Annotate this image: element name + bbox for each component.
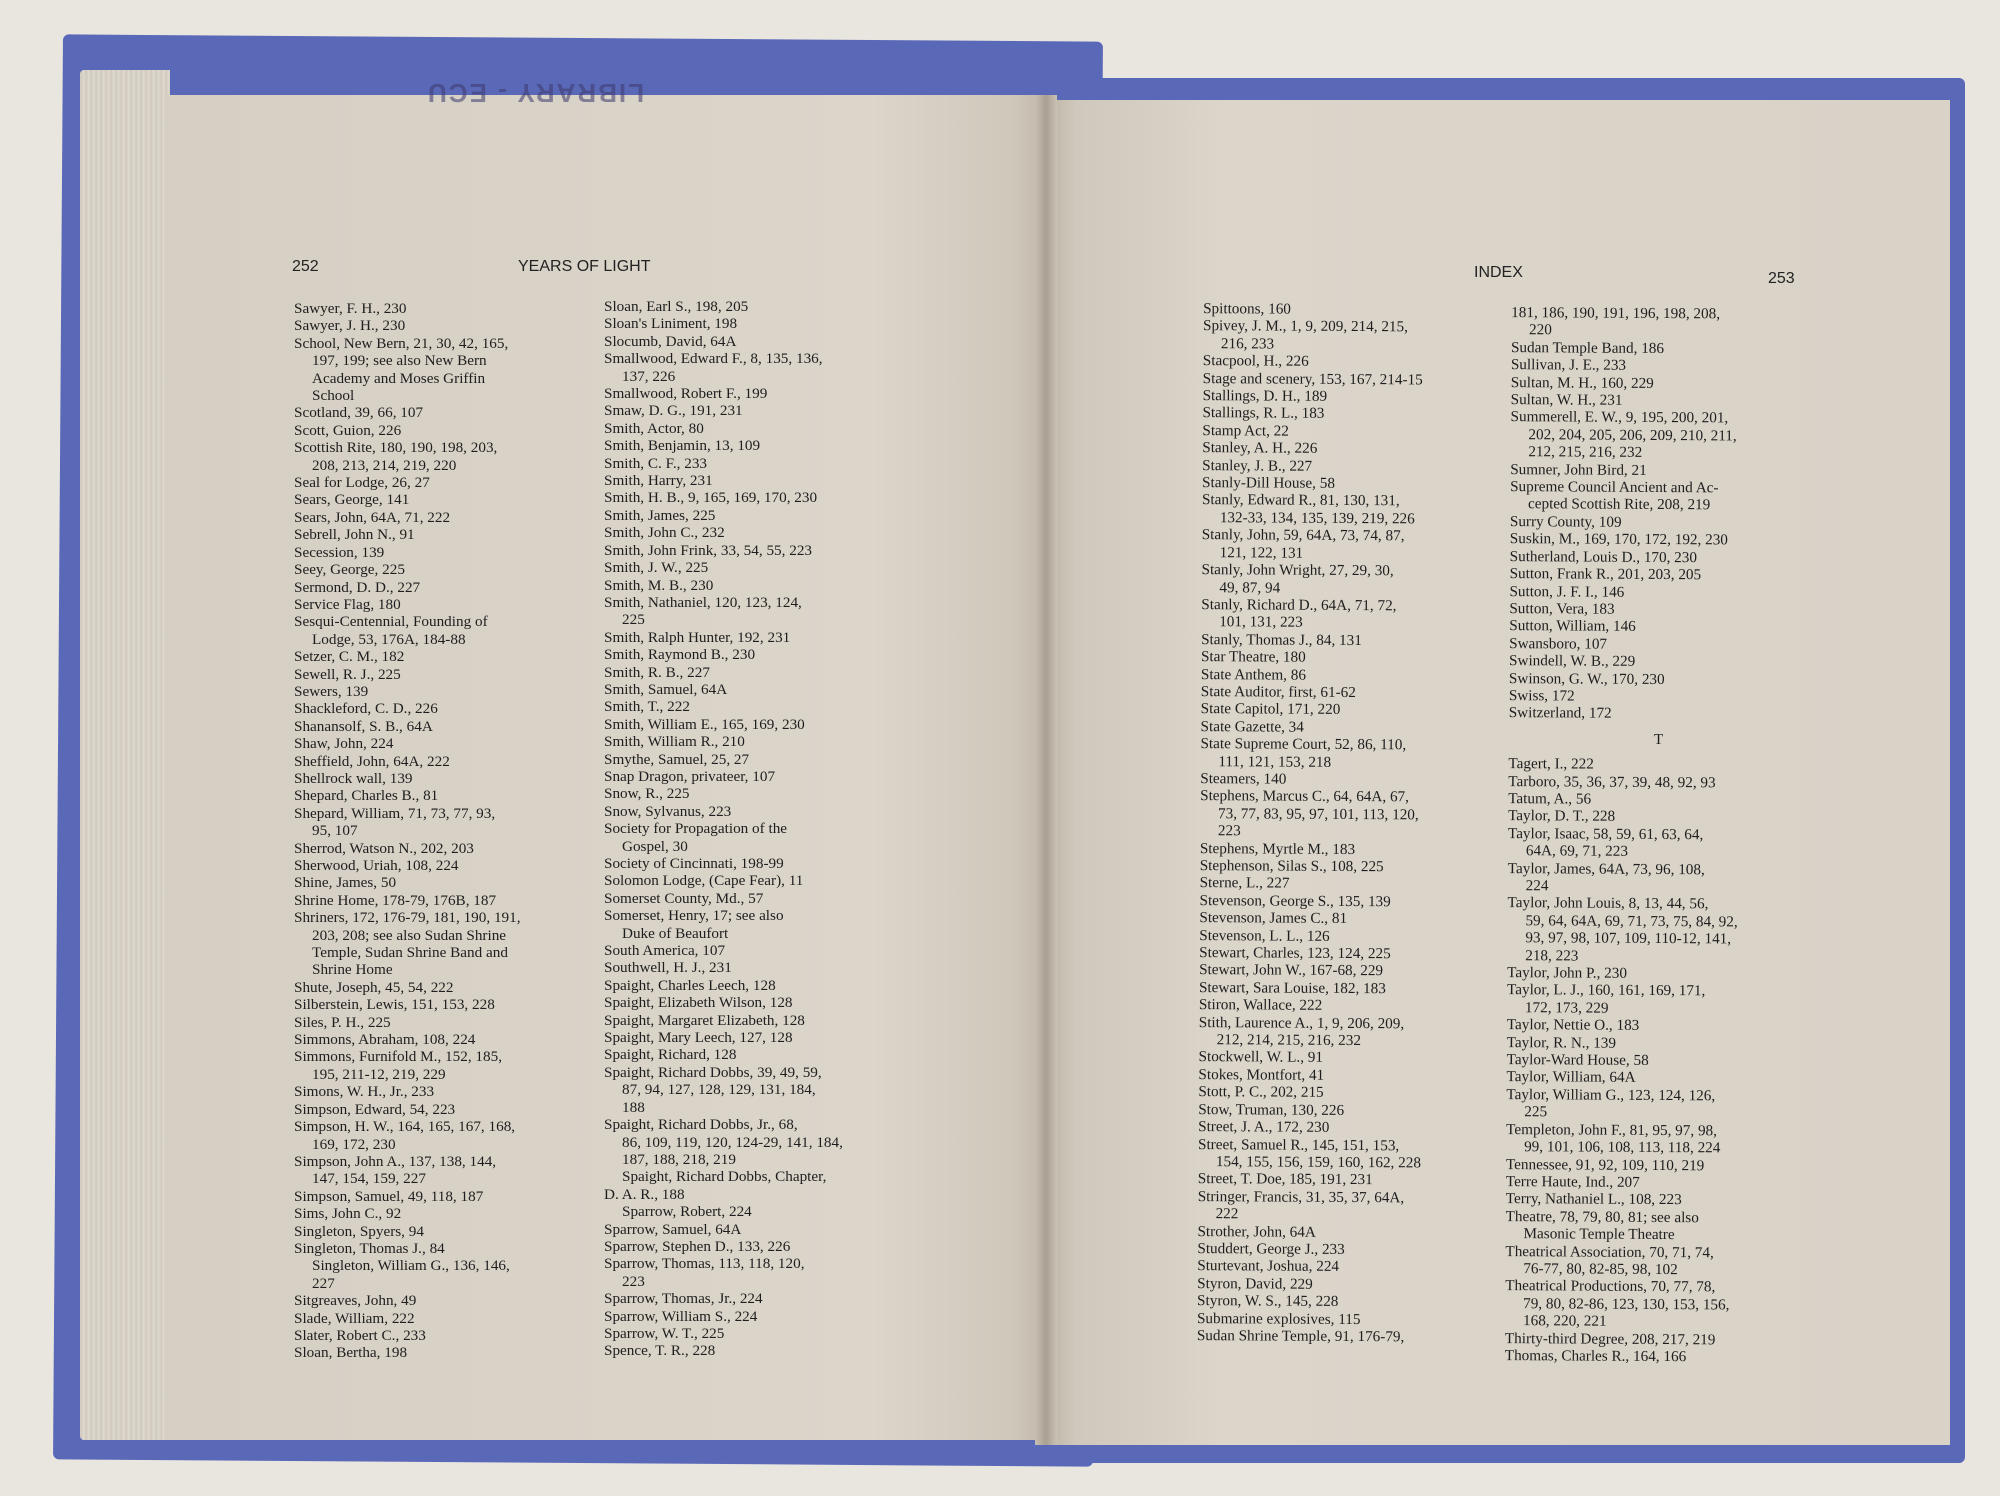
index-entry-line: Smith, R. B., 227	[604, 663, 710, 681]
index-entry-line: Stallings, D. H., 189	[1202, 387, 1328, 405]
index-entry-line: Scott, Guion, 226	[294, 421, 402, 439]
index-entry-line: 223	[622, 1272, 645, 1290]
left-page-column-2	[604, 298, 904, 1360]
index-entry-line: Shepard, Charles B., 81	[294, 787, 439, 805]
index-entry-line: Sparrow, Samuel, 64A	[604, 1220, 742, 1238]
index-entry-line: Snow, Sylvanus, 223	[604, 802, 732, 820]
index-entry-line: 218, 223	[1525, 946, 1579, 965]
index-entry-line: Shaw, John, 224	[294, 735, 394, 753]
index-entry-line: Suskin, M., 169, 170, 172, 192, 230	[1509, 530, 1728, 549]
index-entry-line: Spaight, Mary Leech, 127, 128	[604, 1029, 793, 1047]
index-entry-line: Switzerland, 172	[1508, 704, 1612, 723]
index-entry-line: Styron, W. S., 145, 228	[1197, 1292, 1339, 1311]
index-entry-line: Sultan, M. H., 160, 229	[1510, 373, 1654, 392]
index-entry-line: Secession, 139	[294, 543, 385, 561]
index-entry-line: Silberstein, Lewis, 151, 153, 228	[294, 996, 495, 1014]
index-entry-line: 212, 215, 216, 232	[1528, 443, 1643, 462]
index-entry-line: Singleton, William G., 136, 146,	[312, 1257, 510, 1275]
index-entry-line: Seal for Lodge, 26, 27	[294, 474, 430, 492]
index-entry-line: Swindell, W. B., 229	[1509, 652, 1636, 670]
index-entry-line: School	[312, 387, 355, 405]
index-entry-line: Sims, John C., 92	[294, 1205, 402, 1223]
index-entry-line: 154, 155, 156, 159, 160, 162, 228	[1215, 1153, 1422, 1172]
index-entry-line: 208, 213, 214, 219, 220	[312, 456, 457, 474]
index-entry-line: Sutton, Vera, 183	[1509, 599, 1615, 618]
index-entry-line: Smith, William R., 210	[604, 733, 745, 751]
index-entry-line: 197, 199; see also New Bern	[312, 352, 487, 370]
index-entry-line: Shriners, 172, 176-79, 181, 190, 191,	[294, 909, 521, 927]
index-entry-line: Society for Propagation of the	[604, 820, 788, 838]
index-entry-line: Smith, John Frink, 33, 54, 55, 223	[604, 541, 813, 559]
index-entry-line: 168, 220, 221	[1522, 1312, 1607, 1330]
index-entry-line: 225	[1524, 1103, 1548, 1121]
index-entry-line: Stewart, Sara Louise, 182, 183	[1198, 978, 1386, 998]
index-entry-line: Sparrow, Robert, 224	[622, 1203, 752, 1221]
index-entry-line: School, New Bern, 21, 30, 42, 165,	[294, 334, 509, 352]
index-entry-line: Smith, Nathaniel, 120, 123, 124,	[604, 593, 802, 611]
index-entry-line: 86, 109, 119, 120, 124-29, 141, 184,	[622, 1133, 843, 1151]
index-entry-line: 147, 154, 159, 227	[312, 1170, 426, 1188]
index-entry-line: South America, 107	[604, 942, 726, 960]
index-entry-line: Taylor, L. J., 160, 161, 169, 171,	[1506, 981, 1706, 1000]
index-entry-line: Street, J. A., 172, 230	[1198, 1118, 1330, 1136]
index-entry-line: 87, 94, 127, 128, 129, 131, 184,	[622, 1081, 816, 1099]
index-entry-line: Shepard, William, 71, 73, 77, 93,	[294, 804, 496, 822]
index-entry-line: Sudan Shrine Temple, 91, 176-79,	[1196, 1327, 1405, 1346]
index-entry-line: 73, 77, 83, 95, 97, 101, 113, 120,	[1218, 804, 1419, 824]
index-entry-line: Smith, Ralph Hunter, 192, 231	[604, 628, 791, 646]
index-entry-line: Summerell, E. W., 9, 195, 200, 201,	[1510, 408, 1729, 427]
index-entry-line: Taylor, James, 64A, 73, 96, 108,	[1507, 859, 1705, 878]
index-entry-line: Spaight, Richard Dobbs, Chapter,	[622, 1168, 827, 1186]
index-entry-line: Spaight, Margaret Elizabeth, 128	[604, 1011, 805, 1029]
index-entry-line: State Supreme Court, 52, 86, 110,	[1200, 735, 1407, 754]
index-entry-line: Terry, Nathaniel L., 108, 223	[1505, 1190, 1682, 1209]
index-entry-line: Spaight, Charles Leech, 128	[604, 976, 776, 994]
index-entry-line: Simpson, H. W., 164, 165, 167, 168,	[294, 1118, 516, 1136]
index-entry-line: Stockwell, W. L., 91	[1198, 1048, 1324, 1067]
index-entry-line: 59, 64, 64A, 69, 71, 73, 75, 84, 92,	[1525, 912, 1738, 931]
index-entry-line: Street, T. Doe, 185, 191, 231	[1197, 1170, 1373, 1189]
index-entry-line: Stokes, Montfort, 41	[1198, 1065, 1325, 1084]
index-entry-line: Somerset County, Md., 57	[604, 889, 764, 907]
index-entry-line: Stamp Act, 22	[1202, 421, 1289, 440]
index-entry-line: Sultan, W. H., 231	[1510, 391, 1623, 409]
index-entry-line: Stow, Truman, 130, 226	[1198, 1100, 1345, 1119]
index-entry-line: 111, 121, 153, 218	[1218, 752, 1332, 771]
index-entry-line: Smythe, Samuel, 25, 27	[604, 750, 750, 768]
index-entry-line: D. A. R., 188	[604, 1185, 685, 1203]
index-entry-line: Surry County, 109	[1509, 512, 1622, 531]
index-entry-line: Smith, William E., 165, 169, 230	[604, 715, 805, 733]
index-entry-line: Simpson, Samuel, 49, 118, 187	[294, 1187, 484, 1205]
index-entry-line: Masonic Temple Theatre	[1523, 1225, 1675, 1244]
right-page-column-1	[1197, 300, 1503, 1346]
index-entry-line: Snap Dragon, privateer, 107	[604, 767, 776, 785]
index-entry-line: Stith, Laurence A., 1, 9, 206, 209,	[1198, 1013, 1405, 1032]
index-entry-line: Steamers, 140	[1200, 770, 1287, 788]
index-entry-line: Smith, Raymond B., 230	[604, 646, 756, 664]
index-entry-line: State Capitol, 171, 220	[1200, 700, 1341, 719]
index-entry-line: Taylor, John P., 230	[1507, 964, 1628, 982]
index-entry-line: Shrine Home	[312, 961, 393, 979]
index-entry-line: Shellrock wall, 139	[294, 769, 413, 787]
index-entry-line: Taylor, R. N., 139	[1506, 1033, 1617, 1052]
index-entry-line: Seey, George, 225	[294, 561, 405, 579]
index-entry-line: Stringer, Francis, 31, 35, 37, 64A,	[1197, 1187, 1405, 1207]
index-entry-line: Shanansolf, S. B., 64A	[294, 717, 433, 735]
index-entry-line: 187, 188, 218, 219	[622, 1150, 736, 1168]
index-entry-line: Simpson, John A., 137, 138, 144,	[294, 1152, 497, 1170]
index-entry-line: Sermond, D. D., 227	[294, 578, 421, 596]
index-entry-line: 181, 186, 190, 191, 196, 198, 208,	[1511, 304, 1721, 323]
index-entry-line: Taylor, Isaac, 58, 59, 61, 63, 64,	[1507, 824, 1704, 844]
index-entry-line: Theatre, 78, 79, 80, 81; see also	[1505, 1207, 1699, 1226]
index-entry-line: Smith, Harry, 231	[604, 472, 713, 490]
index-entry-line: Scotland, 39, 66, 107	[294, 404, 424, 422]
index-entry-line: Stacpool, H., 226	[1202, 352, 1309, 370]
index-entry-line: Stanly, Edward R., 81, 130, 131,	[1201, 491, 1400, 510]
index-entry-line: Simons, W. H., Jr., 233	[294, 1083, 435, 1101]
section-letter: T	[1653, 730, 1664, 748]
index-entry-line: Sears, George, 141	[294, 491, 410, 509]
index-entry-line: Sesqui-Centennial, Founding of	[294, 613, 488, 631]
index-entry-line: 188	[622, 1098, 645, 1116]
index-entry-line: Smaw, D. G., 191, 231	[604, 402, 743, 420]
index-entry-line: Setzer, C. M., 182	[294, 648, 405, 666]
index-entry-line: Theatrical Association, 70, 71, 74,	[1505, 1242, 1714, 1261]
index-entry-line: Tarboro, 35, 36, 37, 39, 48, 92, 93	[1508, 772, 1716, 791]
index-entry-line: Sutton, William, 146	[1509, 617, 1636, 636]
index-entry-line: Smallwood, Edward F., 8, 135, 136,	[604, 350, 823, 368]
index-entry-line: Sullivan, J. E., 233	[1510, 356, 1627, 375]
index-entry-line: Spaight, Richard Dobbs, Jr., 68,	[604, 1116, 798, 1134]
index-entry-line: Stephens, Myrtle M., 183	[1199, 839, 1356, 858]
index-entry-line: Smith, C. F., 233	[604, 454, 708, 472]
index-entry-line: Slocumb, David, 64A	[604, 332, 737, 350]
index-entry-line: Supreme Council Ancient and Ac-	[1510, 478, 1719, 497]
index-entry-line: Sutton, Frank R., 201, 203, 205	[1509, 565, 1702, 584]
index-entry-line: Shrine Home, 178-79, 176B, 187	[294, 891, 497, 909]
index-entry-line: Sherwood, Uriah, 108, 224	[294, 857, 459, 874]
index-entry-line: Shackleford, C. D., 226	[294, 700, 438, 718]
index-entry-line: Simmons, Furnifold M., 152, 185,	[294, 1048, 503, 1066]
index-entry-line: Spivey, J. M., 1, 9, 209, 214, 215,	[1202, 317, 1408, 336]
page-edges	[80, 70, 170, 1440]
index-entry-line: Stephens, Marcus C., 64, 64A, 67,	[1200, 787, 1410, 806]
index-entry-line: Stanly, Richard D., 64A, 71, 72,	[1201, 595, 1397, 615]
index-entry-line: Slade, William, 222	[294, 1309, 415, 1327]
index-entry-line: 76-77, 80, 82-85, 98, 102	[1523, 1260, 1678, 1279]
index-entry-line: Tagert, I., 222	[1508, 755, 1594, 773]
index-entry-line: Taylor, Nettie O., 183	[1506, 1016, 1640, 1035]
index-entry-line: Thirty-third Degree, 208, 217, 219	[1504, 1329, 1716, 1348]
index-entry-line: Sherrod, Watson N., 202, 203	[294, 839, 474, 857]
index-entry-line: Stewart, Charles, 123, 124, 225	[1199, 944, 1391, 963]
index-entry-line: Sawyer, F. H., 230	[294, 300, 407, 317]
index-entry-line: Spaight, Richard, 128	[604, 1046, 737, 1064]
index-entry-line: Stanly-Dill House, 58	[1202, 474, 1336, 492]
index-entry-line: 169, 172, 230	[312, 1135, 396, 1153]
left-running-head: YEARS OF LIGHT	[518, 258, 651, 275]
index-entry-line: State Anthem, 86	[1200, 665, 1307, 684]
index-entry-line: Theatrical Productions, 70, 77, 78,	[1505, 1277, 1716, 1296]
index-entry-line: Sloan, Earl S., 198, 205	[604, 298, 749, 315]
index-entry-line: Shute, Joseph, 45, 54, 222	[294, 978, 454, 996]
index-entry-line: Sewell, R. J., 225	[294, 665, 401, 683]
index-entry-line: Simmons, Abraham, 108, 224	[294, 1031, 476, 1049]
right-running-head: INDEX	[1474, 264, 1523, 281]
index-entry-line: Taylor, William, 64A	[1506, 1068, 1636, 1087]
book-gutter	[1035, 95, 1057, 1445]
index-entry-line: Strother, John, 64A	[1197, 1222, 1316, 1241]
index-entry-line: Scottish Rite, 180, 190, 198, 203,	[294, 439, 498, 457]
index-entry-line: 222	[1215, 1205, 1239, 1223]
index-entry-line: Sterne, L., 227	[1199, 874, 1290, 893]
index-entry-line: Sebrell, John N., 91	[294, 526, 415, 544]
index-entry-line: Academy and Moses Griffin	[312, 369, 486, 387]
index-entry-line: Star Theatre, 180	[1200, 648, 1306, 666]
index-entry-line: Spaight, Richard Dobbs, 39, 49, 59,	[604, 1063, 822, 1081]
index-entry-line: Smith, T., 222	[604, 698, 690, 716]
index-entry-line: Thomas, Charles R., 164, 166	[1504, 1347, 1687, 1366]
index-entry-line: Stewart, John W., 167-68, 229	[1199, 961, 1384, 980]
index-entry-line: Spence, T. R., 228	[604, 1342, 716, 1360]
index-entry-line: 216, 233	[1220, 335, 1275, 353]
index-entry-line: Swansboro, 107	[1509, 634, 1608, 653]
index-entry-line: Swinson, G. W., 170, 230	[1508, 669, 1665, 688]
right-page-number: 253	[1768, 270, 1795, 287]
index-entry-line: Stage and scenery, 153, 167, 214-15	[1202, 369, 1423, 389]
index-entry-line: Stevenson, George S., 135, 139	[1199, 891, 1391, 911]
index-entry-line: Smith, Benjamin, 13, 109	[604, 437, 761, 455]
index-entry-line: 202, 204, 205, 206, 209, 210, 211,	[1528, 426, 1737, 445]
index-entry-line: State Auditor, first, 61-62	[1200, 683, 1356, 701]
index-entry-line: Duke of Beaufort	[622, 924, 729, 942]
index-entry-line: Sitgreaves, John, 49	[294, 1292, 417, 1310]
index-entry-line: Styron, David, 229	[1197, 1274, 1313, 1293]
index-entry-line: Sturtevant, Joshua, 224	[1197, 1257, 1340, 1276]
index-entry-line: Solomon Lodge, (Cape Fear), 11	[604, 872, 804, 890]
index-entry-line: Submarine explosives, 115	[1196, 1309, 1361, 1328]
index-entry-line: Somerset, Henry, 17; see also	[604, 907, 784, 925]
index-entry-line: 225	[622, 611, 645, 629]
index-entry-line: Swiss, 172	[1508, 687, 1575, 705]
index-entry-line: Stanly, John Wright, 27, 29, 30,	[1201, 561, 1394, 580]
index-entry-line: Taylor-Ward House, 58	[1506, 1051, 1649, 1070]
index-entry-line: Sloan's Liniment, 198	[604, 315, 738, 333]
index-entry-line: 220	[1529, 321, 1552, 339]
index-entry-line: Taylor, John Louis, 8, 13, 44, 56,	[1507, 894, 1709, 913]
index-entry-line: 93, 97, 98, 107, 109, 110-12, 141,	[1525, 929, 1732, 948]
index-entry-line: 224	[1525, 877, 1549, 895]
index-entry-line: Stiron, Wallace, 222	[1198, 996, 1323, 1015]
index-entry-line: Smith, John C., 232	[604, 524, 725, 542]
index-entry-line: Terre Haute, Ind., 207	[1505, 1172, 1640, 1191]
index-entry-line: Society of Cincinnati, 198-99	[604, 855, 784, 872]
index-entry-line: Southwell, H. J., 231	[604, 959, 732, 977]
index-entry-line: Sparrow, W. T., 225	[604, 1324, 725, 1342]
index-entry-line: Sheffield, John, 64A, 222	[294, 752, 450, 770]
index-entry-line: 95, 107	[312, 822, 358, 840]
index-entry-line: 49, 87, 94	[1219, 578, 1281, 597]
index-entry-line: Simpson, Edward, 54, 223	[294, 1100, 456, 1118]
index-entry-line: Tatum, A., 56	[1508, 790, 1592, 808]
index-entry-line: Stallings, R. L., 183	[1202, 404, 1325, 423]
index-entry-line: Spaight, Elizabeth Wilson, 128	[604, 994, 793, 1012]
index-entry-line: 172, 173, 229	[1524, 999, 1609, 1017]
index-entry-line: 132-33, 134, 135, 139, 219, 226	[1219, 509, 1415, 528]
index-entry-line: Sutton, J. F. I., 146	[1509, 582, 1625, 601]
index-entry-line: Smith, Actor, 80	[604, 419, 704, 437]
index-entry-line: Stanly, Thomas J., 84, 131	[1201, 630, 1362, 649]
index-entry-line: Stevenson, L. L., 126	[1199, 926, 1330, 945]
index-entry-line: Sparrow, William S., 224	[604, 1307, 758, 1325]
left-page-column-1	[294, 300, 594, 1362]
index-entry-line: Spittoons, 160	[1203, 300, 1291, 318]
index-entry-line: 64A, 69, 71, 223	[1525, 842, 1629, 861]
index-entry-line: Sears, John, 64A, 71, 222	[294, 508, 451, 526]
index-entry-line: Templeton, John F., 81, 95, 97, 98,	[1506, 1120, 1718, 1140]
index-entry-line: 195, 211-12, 219, 229	[312, 1065, 446, 1083]
index-entry-line: Singleton, Spyers, 94	[294, 1222, 424, 1240]
index-entry-line: Service Flag, 180	[294, 595, 401, 613]
index-entry-line: Singleton, Thomas J., 84	[294, 1239, 445, 1257]
index-entry-line: Smith, Samuel, 64A	[604, 680, 728, 698]
index-entry-line: State Gazette, 34	[1200, 717, 1304, 736]
index-entry-line: Snow, R., 225	[604, 785, 690, 803]
index-entry-line: Slater, Robert C., 233	[294, 1326, 426, 1344]
index-entry-line: Stott, P. C., 202, 215	[1198, 1083, 1324, 1102]
index-entry-line: Taylor, D. T., 228	[1508, 807, 1616, 826]
index-entry-line: Sawyer, J. H., 230	[294, 317, 406, 335]
index-entry-line: Stevenson, James C., 81	[1199, 909, 1348, 928]
index-entry-line: Stanley, A. H., 226	[1202, 439, 1318, 458]
index-entry-line: Stanly, John, 59, 64A, 73, 74, 87,	[1201, 526, 1405, 545]
index-entry-line: Sutherland, Louis D., 170, 230	[1509, 547, 1698, 566]
index-entry-line: Siles, P. H., 225	[294, 1013, 391, 1031]
index-entry-line: 121, 122, 131	[1219, 543, 1304, 562]
index-entry-line: Sparrow, Thomas, 113, 118, 120,	[604, 1255, 805, 1273]
index-entry-line: Sloan, Bertha, 198	[294, 1344, 408, 1362]
index-entry-line: 203, 208; see also Sudan Shrine	[312, 926, 507, 944]
index-entry-line: Smith, James, 225	[604, 506, 716, 524]
index-entry-line: Taylor, William G., 123, 124, 126,	[1506, 1085, 1716, 1105]
index-entry-line: Stephenson, Silas S., 108, 225	[1199, 857, 1384, 876]
index-entry-line: Lodge, 53, 176A, 184-88	[312, 630, 466, 648]
index-entry-line: 227	[312, 1274, 335, 1292]
index-entry-line: 223	[1217, 822, 1241, 840]
index-entry-line: Sparrow, Thomas, Jr., 224	[604, 1290, 763, 1308]
index-entry-line: Sumner, John Bird, 21	[1510, 460, 1647, 479]
index-entry-line: Temple, Sudan Shrine Band and	[312, 944, 508, 962]
index-entry-line: Smith, J. W., 225	[604, 559, 709, 577]
index-entry-line: Smith, H. B., 9, 165, 169, 170, 230	[604, 489, 818, 507]
index-entry-line: Studdert, George J., 233	[1197, 1240, 1345, 1258]
index-entry-line: 212, 214, 215, 216, 232	[1216, 1031, 1362, 1050]
index-entry-line: 101, 131, 223	[1219, 613, 1303, 632]
index-entry-line: Sudan Temple Band, 186	[1510, 338, 1665, 357]
index-entry-line: 79, 80, 82-86, 123, 130, 153, 156,	[1523, 1294, 1730, 1314]
index-entry-line: Smith, M. B., 230	[604, 576, 714, 594]
index-entry-line: Shine, James, 50	[294, 874, 397, 892]
index-entry-line: Stanley, J. B., 227	[1202, 456, 1313, 475]
index-entry-line: Tennessee, 91, 92, 109, 110, 219	[1505, 1155, 1705, 1174]
left-page-number: 252	[292, 258, 319, 275]
index-entry-line: Street, Samuel R., 145, 151, 153,	[1197, 1135, 1400, 1154]
index-entry-line: Gospel, 30	[622, 837, 688, 855]
library-stamp: LIBRARY - ECU	[425, 78, 645, 108]
index-entry-line: Smallwood, Robert F., 199	[604, 385, 768, 403]
index-entry-line: 99, 101, 106, 108, 113, 118, 224	[1524, 1138, 1721, 1157]
index-entry-line: 137, 226	[622, 367, 676, 385]
right-page-column-2	[1505, 304, 1811, 1366]
index-entry-line: Sewers, 139	[294, 682, 369, 700]
index-entry-line: Sparrow, Stephen D., 133, 226	[604, 1237, 791, 1255]
index-entry-line: cepted Scottish Rite, 208, 219	[1527, 495, 1711, 514]
